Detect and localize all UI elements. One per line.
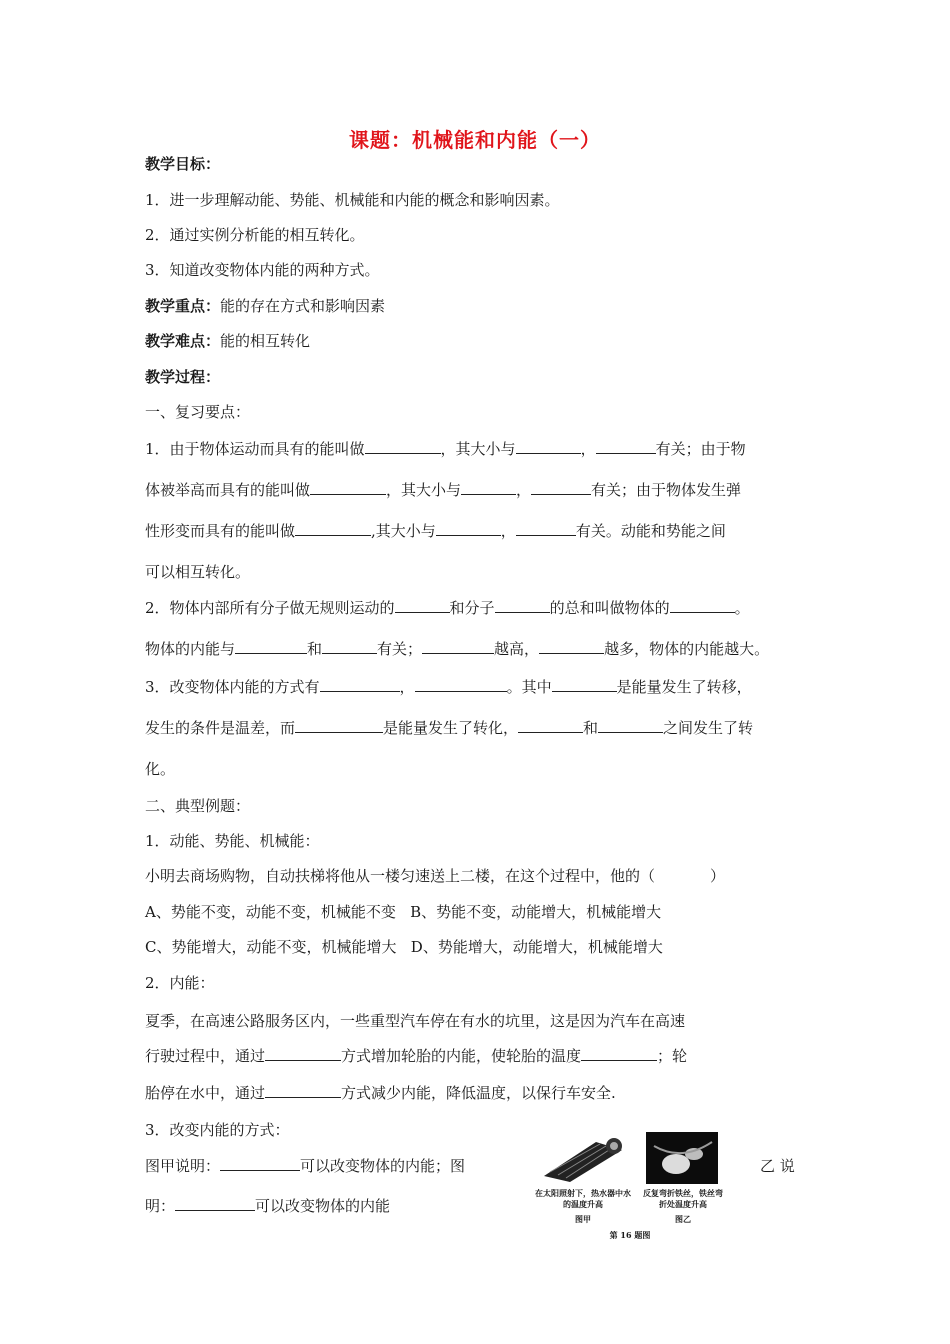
- fill-blank[interactable]: [596, 439, 656, 454]
- fill-blank[interactable]: [531, 480, 591, 495]
- fill-blank[interactable]: [552, 677, 617, 692]
- text: 和: [583, 719, 599, 737]
- text: 小明去商场购物，自动扶梯将他从一楼匀速送上二楼，在这个过程中，他的（: [145, 867, 656, 885]
- review-q3-line: [145, 718, 753, 738]
- fill-blank[interactable]: [495, 598, 550, 613]
- fill-blank[interactable]: [598, 718, 663, 733]
- text: 胎停在水中，通过: [145, 1084, 266, 1102]
- option-d[interactable]: D、势能增大，动能增大，机械能增大: [410, 938, 663, 956]
- text: 和: [307, 640, 323, 658]
- review-q1-line: 可以相互转化。: [145, 563, 251, 581]
- text: 有关；由于物: [655, 440, 746, 458]
- text: ,其大小与: [371, 522, 436, 540]
- option-c[interactable]: C、势能增大，动能不变，机械能增大: [145, 938, 397, 956]
- goal-item: 2．通过实例分析能的相互转化。: [145, 226, 365, 244]
- fill-blank[interactable]: [265, 1083, 341, 1098]
- text: ，: [399, 678, 415, 696]
- text: 明：: [145, 1197, 176, 1215]
- text: 发生的条件是温差，而: [145, 719, 296, 737]
- key-point: [145, 296, 385, 316]
- review-heading: 一、复习要点：: [145, 403, 251, 421]
- fig-jia-caption: 在太阳照射下，热水器中水的温度升高: [535, 1188, 631, 1209]
- text: ，: [580, 440, 596, 458]
- example3-line-end: 乙 说: [760, 1157, 795, 1175]
- option-b[interactable]: B、势能不变，动能增大，机械能增大: [410, 903, 662, 921]
- fill-blank[interactable]: [322, 639, 377, 654]
- review-q3-line: [145, 677, 752, 697]
- example3-line: [145, 1196, 390, 1216]
- goals-heading: 教学目标：: [145, 155, 221, 173]
- review-q1-line: [145, 521, 726, 541]
- fill-blank[interactable]: [295, 521, 371, 536]
- text: 越高，: [494, 640, 540, 658]
- fig-jia-label: 图甲: [575, 1214, 591, 1224]
- text: 有关。动能和势能之间: [575, 522, 726, 540]
- text: 1．由于物体运动而具有的能叫做: [145, 440, 365, 458]
- goal-item: 1．进一步理解动能、势能、机械能和内能的概念和影响因素。: [145, 191, 560, 209]
- figure-number: 第 16 题图: [609, 1230, 651, 1240]
- fill-blank[interactable]: [518, 718, 583, 733]
- text: 是能量发生了转化，: [383, 719, 519, 737]
- fill-blank[interactable]: [422, 639, 494, 654]
- example3-line: [145, 1156, 465, 1176]
- fig-yi-caption: 反复弯折铁丝，铁丝弯折处温度升高: [643, 1188, 723, 1209]
- review-q3-line: 化。: [145, 760, 176, 778]
- fill-blank[interactable]: [436, 521, 501, 536]
- text: 。: [734, 599, 750, 617]
- text: ，: [500, 522, 516, 540]
- example2-heading: 2．内能：: [145, 974, 215, 992]
- goal-item: 3．知道改变物体内能的两种方式。: [145, 261, 380, 279]
- fill-blank[interactable]: [235, 639, 307, 654]
- text: 是能量发生了转移，: [616, 678, 752, 696]
- difficulty-point: [145, 331, 310, 351]
- fill-blank[interactable]: [310, 480, 386, 495]
- figure-group: [528, 1132, 758, 1244]
- difficulty-text: 能的相互转化: [220, 332, 311, 350]
- key-label: 教学重点：: [145, 297, 221, 315]
- text: 性形变而具有的能叫做: [145, 522, 296, 540]
- text: 方式减少内能，降低温度，以保行车安全.: [341, 1084, 616, 1102]
- text: 之间发生了转: [663, 719, 754, 737]
- text: 的总和叫做物体的: [549, 599, 670, 617]
- text: 有关；由于物体发生弹: [591, 481, 742, 499]
- text: 有关；: [377, 640, 423, 658]
- review-q2-line: [145, 639, 769, 659]
- text: ）: [710, 867, 726, 885]
- example1-heading: 1．动能、势能、机械能：: [145, 832, 320, 850]
- example2-line: 夏季，在高速公路服务区内，一些重型汽车停在有水的坑里，这是因为汽车在高速: [145, 1012, 686, 1030]
- example1-question: [145, 866, 725, 886]
- example1-options-row: [145, 902, 661, 922]
- text: ，其大小与: [440, 440, 516, 458]
- solar-water-heater-icon: [538, 1132, 628, 1184]
- fill-blank[interactable]: [516, 521, 576, 536]
- text: 物体的内能与: [145, 640, 236, 658]
- text: 越多，物体的内能越大。: [604, 640, 770, 658]
- text: 体被举高而具有的能叫做: [145, 481, 311, 499]
- fill-blank[interactable]: [395, 598, 450, 613]
- difficulty-label: 教学难点：: [145, 332, 221, 350]
- example1-options-row: [145, 937, 663, 957]
- process-heading: 教学过程：: [145, 368, 221, 386]
- text: 可以改变物体的内能；图: [300, 1157, 466, 1175]
- fill-blank[interactable]: [175, 1196, 255, 1211]
- fill-blank[interactable]: [320, 677, 400, 692]
- examples-heading: 二、典型例题：: [145, 797, 251, 815]
- answer-slot[interactable]: [655, 867, 710, 881]
- text: ；轮: [657, 1047, 688, 1065]
- fill-blank[interactable]: [265, 1046, 341, 1061]
- review-q1-line: [145, 439, 746, 459]
- fill-blank[interactable]: [539, 639, 604, 654]
- example2-line: [145, 1083, 616, 1103]
- text: 3．改变物体内能的方式有: [145, 678, 320, 696]
- text: 2．物体内部所有分子做无规则运动的: [145, 599, 395, 617]
- text: 和分子: [449, 599, 495, 617]
- example2-line: [145, 1046, 687, 1066]
- text: 。其中: [506, 678, 552, 696]
- fill-blank[interactable]: [415, 677, 507, 692]
- text: ，: [516, 481, 532, 499]
- fill-blank[interactable]: [295, 718, 383, 733]
- example3-heading: 3．改变内能的方式：: [145, 1121, 290, 1139]
- text: 可以改变物体的内能: [255, 1197, 391, 1215]
- key-text: 能的存在方式和影响因素: [220, 297, 386, 315]
- text: 方式增加轮胎的内能，使轮胎的温度: [341, 1047, 582, 1065]
- fill-blank[interactable]: [365, 439, 441, 454]
- fig-yi-label: 图乙: [675, 1214, 691, 1224]
- fill-blank[interactable]: [461, 480, 516, 495]
- fill-blank[interactable]: [670, 598, 735, 613]
- fill-blank[interactable]: [516, 439, 581, 454]
- fill-blank[interactable]: [581, 1046, 657, 1061]
- text: 图甲说明：: [145, 1157, 221, 1175]
- review-q1-line: [145, 480, 741, 500]
- bending-wire-icon: [646, 1132, 718, 1184]
- page-title: 课题：机械能和内能（一）: [349, 128, 601, 152]
- fill-blank[interactable]: [220, 1156, 300, 1171]
- option-a[interactable]: A、势能不变，动能不变，机械能不变: [145, 903, 396, 921]
- text: ，其大小与: [386, 481, 462, 499]
- text: 行驶过程中，通过: [145, 1047, 266, 1065]
- review-q2-line: [145, 598, 750, 618]
